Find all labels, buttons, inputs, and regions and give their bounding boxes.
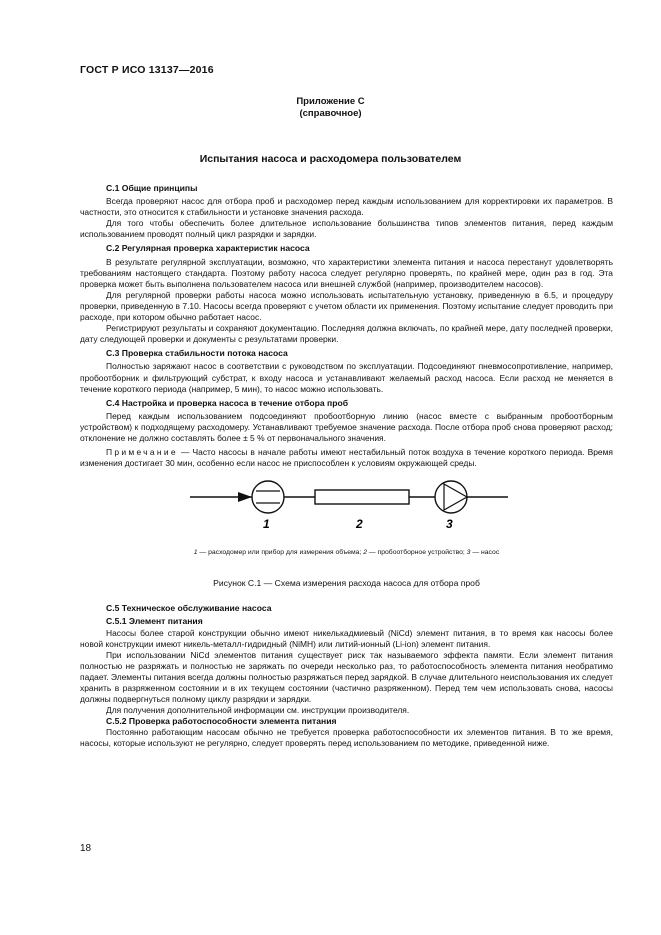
document-header: ГОСТ Р ИСО 13137—2016	[80, 64, 214, 76]
subsection-c51-heading: С.5.1 Элемент питания	[106, 616, 203, 627]
section-c5-paragraph: Для получения дополнительной информации см. инструкции производителя.	[106, 705, 410, 716]
section-c1-paragraph: Всегда проверяют насос для отбора проб и расходомер перед каждым использованием для корректировки их параметров. В частности, это относится к стабильности и установке значения расхода.	[80, 196, 613, 218]
legend-text: — насос	[470, 549, 500, 557]
section-c3-paragraph: Полностью заряжают насос в соответствии с руководством по эксплуатации. Подсоединяют пневмосопротивление, например, пробоотборник и фильтрующий субстрат, к входу насоса и устанавливают желаемый расход насоса. Если расход не меняется в течение короткого периода (например, 5 мин), то насос можно использовать.	[80, 361, 613, 394]
section-c2-paragraph: Для регулярной проверки работы насоса можно использовать испытательную установку, приведенную в 6.5, и процедуру проверки, приведенную в 7.10. Насосы всегда проверяют с учетом области их применения. Поэтому испытание следует проводить при расходе, при котором обычно работает насос.	[80, 289, 613, 323]
arrow-icon	[238, 492, 252, 502]
flow-diagram	[190, 475, 510, 535]
annex-title: Испытания насоса и расходомера пользователем	[199, 153, 462, 165]
note-paragraph	[80, 447, 613, 469]
section-c3-heading: С.3 Проверка стабильности потока насоса	[106, 348, 288, 359]
appendix-title: Приложение С	[296, 96, 365, 107]
pump-icon	[435, 481, 467, 513]
section-c5-paragraph: При использовании NiCd элементов питания существует риск так называемого эффекта памяти. Если элемент питания полностью не разряжать и полностью не заряжать по очереди несколько раз, то работоспособность элемента питания необратимо падает. Элементы питания всегда должны полностью разряжаться перед зарядкой. В случае длительного неиспользования их следует хранить в разряженном состоянии и в их текущем состоянии (частично разряженном). Перед тем чем использовать снова, насосы должны подвергнуться полному циклу разрядки и зарядки.	[80, 649, 613, 705]
section-c2-heading: С.2 Регулярная проверка характеристик насоса	[106, 243, 310, 254]
legend-text: — пробоотборное устройство;	[366, 549, 467, 557]
section-c1-heading: С.1 Общие принципы	[106, 183, 198, 193]
note-text: — Часто насосы в начале работы имеют нестабильный поток воздуха в течение короткого периода. Время изменения достигает 30 мин, особенно если насос не приспособлен к условиям окружающей среды.	[80, 447, 613, 469]
section-c2-paragraph: В результате регулярной эксплуатации, возможно, что характеристики элемента питания и насоса перестанут удовлетворять требованиям настоящего стандарта. Поэтому работу насоса следует регулярно проверять, по крайней мере, один раз в год. Эта проверка может быть выполнена пользователем насоса или внешней службой (например, производителем насосов).	[80, 256, 613, 289]
flowmeter-icon	[252, 481, 284, 513]
label-2: 2	[356, 517, 363, 532]
section-c5-paragraph: Насосы более старой конструкции обычно имеют никелькадмиевый (NiCd) элемент питания, в то время как насосы более новой конструкции имеют никель-металл-гидридный (NiMH) или литий-ионный (Li-ion) элемент питания.	[80, 627, 613, 649]
label-1: 1	[263, 517, 270, 532]
figure-c1	[80, 475, 613, 567]
section-c4-heading: С.4 Настройка и проверка насоса в течение отбора проб	[106, 397, 349, 408]
section-c4-paragraph: Перед каждым использованием подсоединяют пробоотборную линию (насос вместе с выбранным пробоотборным устройством) к подходящему расходомеру. Устанавливают требуемое значение расхода. После отбора проб снова проверяют расход; отклонение не должно составлять более ± 5 % от первоначального значения.	[80, 410, 613, 443]
page-number: 18	[80, 843, 92, 854]
figure-caption: Рисунок С.1 — Схема измерения расхода насоса для отбора проб	[213, 578, 480, 589]
legend-num: 2	[363, 549, 367, 557]
label-3: 3	[446, 517, 453, 532]
appendix-subtitle: (справочное)	[299, 108, 362, 119]
body-text	[80, 180, 613, 750]
note-label: Примечание	[106, 447, 178, 458]
legend-num: 1	[193, 549, 198, 557]
subsection-c52-heading: С.5.2 Проверка работоспособности элемента питания	[106, 716, 337, 727]
section-c5-paragraph: Постоянно работающим насосам обычно не требуется проверка работоспособности их элементов питания. В то же время, насосы, которые используют не регулярно, следует проверять перед использованием по методике, приведенной ниже.	[80, 727, 613, 749]
section-c2-paragraph: Регистрируют результаты и сохраняют документацию. Последняя должна включать, по крайней мере, дату последней проверки, дату следующей проверки и документы с результатами проверки.	[80, 323, 613, 345]
legend-num: 3	[466, 549, 471, 557]
section-c1-paragraph: Для того чтобы обеспечить более длительное использование большинства типов элементов питания, перед каждым использованием проводят полный цикл разрядки и зарядки.	[80, 218, 613, 240]
legend-text: — расходомер или прибор для измерения объема;	[197, 549, 364, 557]
sampler-icon	[315, 490, 409, 504]
figure-legend	[80, 547, 613, 558]
section-c5-heading: С.5 Техническое обслуживание насоса	[106, 603, 272, 614]
